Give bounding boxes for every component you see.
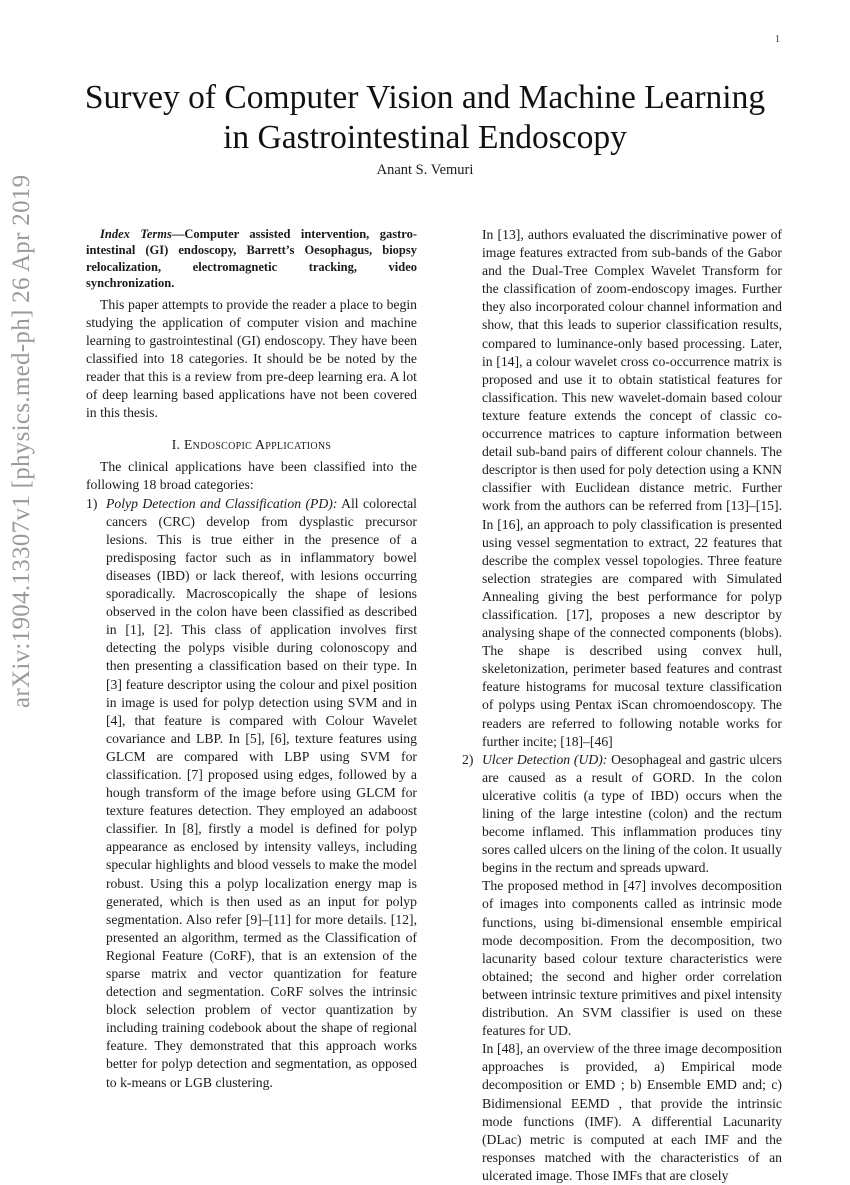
arxiv-identifier-stamp: arXiv:1904.13307v1 [physics.med-ph] 26 Apr 2019 [8, 174, 35, 708]
list-item-text: Oesophageal and gastric ulcers are caused as a result of GORD. In the colon ulcerative colitis (a type of IBD) occurs when the lining of the large intestine (colon) and the rectum become inflamed. This inflammation produces tiny sores called ulcers on the lining of the colon. It usually begins in the rectum and spreads upward. [482, 751, 783, 876]
title-line-2: in Gastrointestinal Endoscopy [223, 119, 627, 156]
list-item-text: All colorectal cancers (CRC) develop from dysplastic precursor lesions. This is true either in the presence of a predisposing factor such as in inflammatory bowel diseases (IBD) or lack thereof, with lesions occurring sporadically. Macroscopically the shape of lesions observed in the colon have been classified as described in [1], [2]. This class of application involves first detecting the polyps visible during colonoscopy and then presenting a classification based on their type. In [3] feature descriptor using the colour and pixel position in image is used for polyp detection using SVM and in [4], that feature is compared with Colour Wavelet covariance and LBP. In [5], [6], texture features using GLCM are compared with LBP using SVM for classification. [7] proposed using edges, followed by a hough transform of the image before using GLCM for texture features detection. They employed an adaboost classifier. In [8], firstly a model is defined for polyp appearance as enclosed by intensity valleys, including specular highlights and blood vessels to make the model robust. Using this a polyp localization energy map is generated, which is then used as an input for polyp segmentation. Also refer [9]–[11] for more details. [12], presented an algorithm, termed as the Classification of Regional Feature (CoRF), that is an extension of the sparse matrix and vector quantization for feature detection and segmentation. CoRF solves the intrinsic block selection problem of vector quantization by including training codebook about the shape of regional feature. They demonstrated that this approach works better for polyp detection and segmentation, as opposed to k-means or LGB clustering. [106, 495, 417, 1090]
index-terms [86, 226, 417, 292]
list-item-body [482, 751, 782, 878]
right-column [462, 226, 782, 1185]
ulcer-paragraph-2: The proposed method in [47] involves decomposition of images into components called as intrinsic mode functions, using bi-dimensional ensemble empirical mode decomposition. From the decomposition, two lacunarity based colour texture characteristics were obtained; the second and higher order correlation between intrinsic texture primitives and pixel intensity distribution. An SVM classifier is used on these features for UD. [482, 878, 782, 1039]
list-item-polyp-continuation [462, 226, 782, 751]
page-number: 1 [775, 34, 780, 45]
index-terms-dash: — [171, 227, 185, 241]
paper-title [40, 78, 810, 158]
list-item-ulcer-detection [462, 751, 782, 1185]
intro-paragraph: The clinical applications have been classified into the following 18 broad categories: [86, 459, 417, 493]
index-terms-text: Computer assisted intervention, gastro-intestinal (GI) endoscopy, Barrett’s Oesophagus, biopsy relocalization, electromagnetic tracking, video synchronization. [86, 227, 417, 291]
abstract-paragraph: This paper attempts to provide the reader a place to begin studying the application of computer vision and machine learning to gastrointestinal (GI) endoscopy. They have been classified into 18 categories. It should be be noted by the reader that this is a review from pre-deep learning era. A lot of deep learning based applications have not been covered in this thesis. [86, 296, 417, 421]
section-number: I. [171, 437, 181, 453]
title-line-1: Survey of Computer Vision and Machine Learning [84, 79, 766, 116]
section-heading [86, 436, 417, 454]
section-title: Endoscopic Applications [184, 437, 332, 453]
list-item-body [106, 495, 417, 1092]
author-name: Anant S. Vemuri [376, 162, 474, 178]
list-item-heading: Polyp Detection and Classification (PD): [106, 495, 338, 511]
continuation-paragraph: In [13], authors evaluated the discriminative power of image features extracted from sub-bands of the Gabor and the Dual-Tree Complex Wavelet Transform for the classification of zoom-endoscopy images. Further they also incorporated colour channel information and show, that this leads to superior classification results, compared to luminance-only based processing. Later, in [14], a colour wavelet cross co-occurrence matrix is proposed and use it to obtain statistical features for classification. This new wavelet-domain based colour texture feature extends the concept of classic co-occurrence matrices to capture information between detail sub-band pairs of different colour channels. The descriptor is then used for poly detection using a KNN classifier with Euclidean distance metric. Further work from the authors can be referred from [13]–[15]. In [16], an approach to poly classification is presented using vessel segmentation to extract, 22 features that describe the complex vessel topologies. Three feature selection strategies are compared with Simulated Annealing giving the best performance for polyp classification. [17], proposes a new descriptor by analysing shape of the connected components (blobs). The shape is described using convex hull, skeletonization, perimeter based features and contrast feature histograms for mucosal texture classification of polyps using Pentax iScan chromoendoscopy. The readers are referred to following notable works for further incite; [18]–[46] [482, 227, 782, 749]
ulcer-paragraph-3: In [48], an overview of the three image decomposition approaches is provided, a) Empirical mode decomposition or EMD ; b) Ensemble EMD and; c) Bidimensional EEMD , that provide the intrinsic mode functions (IMF). A differential Lacunarity (DLac) metric is computed at each IMF and the responses matched with the characteristics of an ulcerated image. Those IMFs that are closely [482, 1041, 782, 1183]
left-column [86, 226, 417, 1092]
list-item-polyp-detection [86, 495, 417, 1092]
list-number: 2) [462, 751, 474, 767]
list-number: 1) [86, 495, 98, 511]
index-terms-label: Index Terms [100, 227, 172, 241]
list-item-heading: Ulcer Detection (UD): [482, 751, 608, 767]
